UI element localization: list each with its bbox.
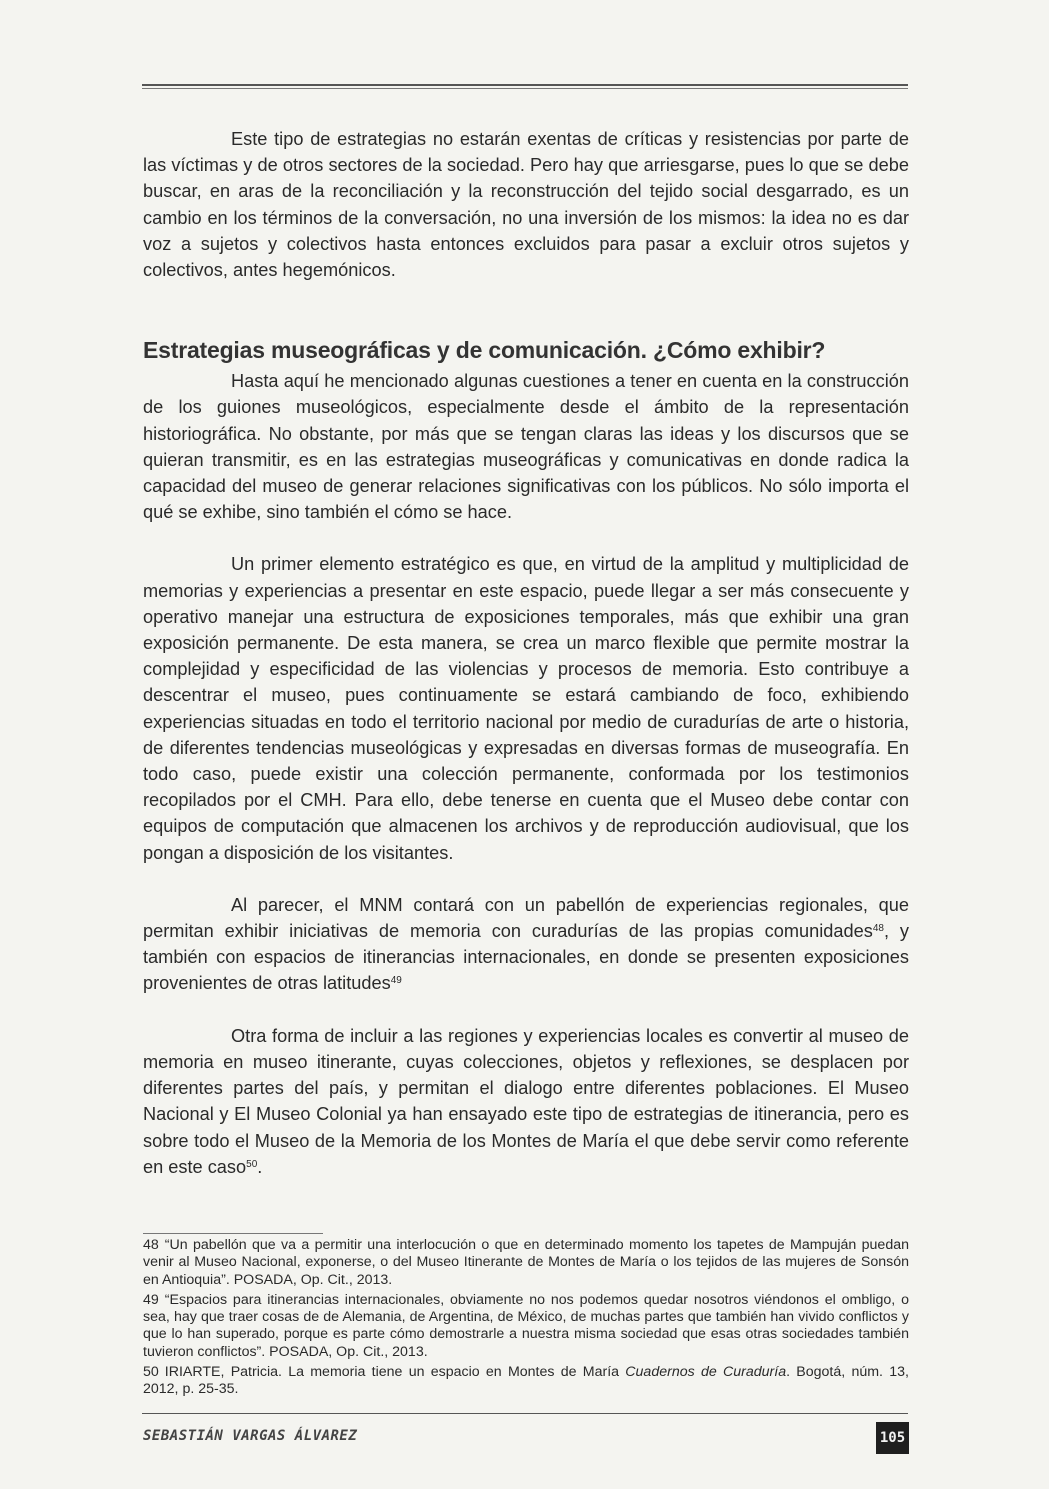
footnote-number: 50: [143, 1364, 159, 1381]
footnote-italic-title: Cuadernos de Curaduría: [625, 1364, 787, 1381]
footnotes: [143, 1237, 909, 1402]
footnote-48: [143, 1237, 909, 1289]
main-text: [143, 126, 909, 1180]
footnote-ref-49[interactable]: 49: [390, 975, 402, 987]
paragraph-5-text: Otra forma de incluir a las regiones y experiencias locales es convertir al museo de memoria en museo itinerante, cuyas colecciones, objetos y reflexiones, se desplacen por diferentes partes del país, y permitan el dialogo entre diferentes poblaciones. El Museo Nacional y El Museo Colonial ya han ensayado este tipo de estrategias de itinerancia, pero es sobre todo el Museo de la Memoria de los Montes de María el que debe servir como referente en este caso: [143, 1025, 909, 1177]
page-number: 105: [876, 1422, 909, 1454]
paragraph-2: Hasta aquí he mencionado algunas cuestiones a tener en cuenta en la construcción de los guiones museológicos, especialmente desde el ámbito de la representación historiográfica. No obstante, por más que se tengan claras las ideas y los discursos que se quieran transmitir, es en las estrategias museográficas y comunicativas en donde radica la capacidad del museo de generar relaciones significativas con los públicos. No sólo importa el qué se exhibe, sino también el cómo se hace.: [143, 371, 909, 523]
footnote-ref-50[interactable]: 50: [246, 1158, 258, 1170]
footnote-49: [143, 1292, 909, 1361]
paragraph-1: Este tipo de estrategias no estarán exentas de críticas y resistencias por parte de las víctimas y de otros sectores de la sociedad. Pero hay que arriesgarse, pues lo que se debe buscar, en aras de la reconciliación y la reconstrucción del tejido social desgarrado, es un cambio en los términos de la conversación, no una inversión de los mismos: la idea no es dar voz a sujetos y colectivos hasta entonces excluidos para pasar a excluir otros sujetos y colectivos, antes hegemónicos.: [143, 129, 909, 281]
footnote-text: IRIARTE, Patricia. La memoria tiene un espacio en Montes de María: [164, 1364, 626, 1381]
footnote-50: [143, 1364, 909, 1399]
footer-rule: [142, 1413, 908, 1414]
header-double-rule: [142, 84, 908, 91]
footer-author: SEBASTIÁN VARGAS ÁLVAREZ: [143, 1428, 358, 1444]
footnote-separator: [143, 1233, 323, 1234]
footnote-ref-48[interactable]: 48: [872, 923, 884, 935]
paragraph-4: [143, 892, 909, 997]
paragraph-4-text-a: Al parecer, el MNM contará con un pabellón de experiencias regionales, que permitan exhibir iniciativas de memoria con curadurías de las propias comunidades: [143, 894, 909, 942]
paragraph-5-end: .: [257, 1156, 263, 1177]
footnote-text: “Un pabellón que va a permitir una interlocución o que en determinado momento los tapetes de Mampuján puedan venir al Museo Nacional, exponerse, o del Museo Itinerante de Montes de María o los tejidos de las mujeres de Sonsón en Antioquia”. POSADA, Op. Cit., 2013.: [143, 1237, 909, 1288]
paragraph-4-text-b: , y también con espacios de itinerancias internacionales, en donde se presenten exposiciones provenientes de otras latitudes: [143, 921, 909, 994]
footnote-number: 49: [143, 1291, 159, 1308]
footnote-text: “Espacios para itinerancias internacionales, obviamente no nos podemos quedar nosotros viéndonos el ombligo, o sea, hay que traer cosas de de Alemania, de Argentina, de México, de muchas partes que también han vivido conflictos y que lo han superado, porque es parte cómo demostrarle a nuestra misma sociedad que esas otras sociedades también tuvieron conflictos”. POSADA, Op. Cit., 2013.: [143, 1291, 909, 1360]
footnote-text-end: . Bogotá, núm. 13, 2012, p. 25-35.: [143, 1364, 909, 1398]
footnote-number: 48: [143, 1237, 159, 1253]
paragraph-5: [143, 1023, 909, 1180]
section-heading: Estrategias museográficas y de comunicación. ¿Cómo exhibir?: [143, 337, 826, 364]
paragraph-3: Un primer elemento estratégico es que, en virtud de la amplitud y multiplicidad de memorias y experiencias a presentar en este espacio, puede llegar a ser más consecuente y operativo manejar una estructura de exposiciones temporales, más que exhibir una gran exposición permanente. De esta manera, se crea un marco flexible que permite mostrar la complejidad y especificidad de las violencias y procesos de memoria. Esto contribuye a descentrar el museo, pues continuamente se estará cambiando de foco, exhibiendo experiencias situadas en todo el territorio nacional por medio de curadurías de arte o historia, de diferentes tendencias museológicas y expresadas en diversas formas de museografía. En todo caso, puede existir una colección permanente, conformada por los testimonios recopilados por el CMH. Para ello, debe tenerse en cuenta que el Museo debe contar con equipos de computación que almacenen los archivos y de reproducción audiovisual, que los pongan a disposición de los visitantes.: [143, 554, 909, 863]
